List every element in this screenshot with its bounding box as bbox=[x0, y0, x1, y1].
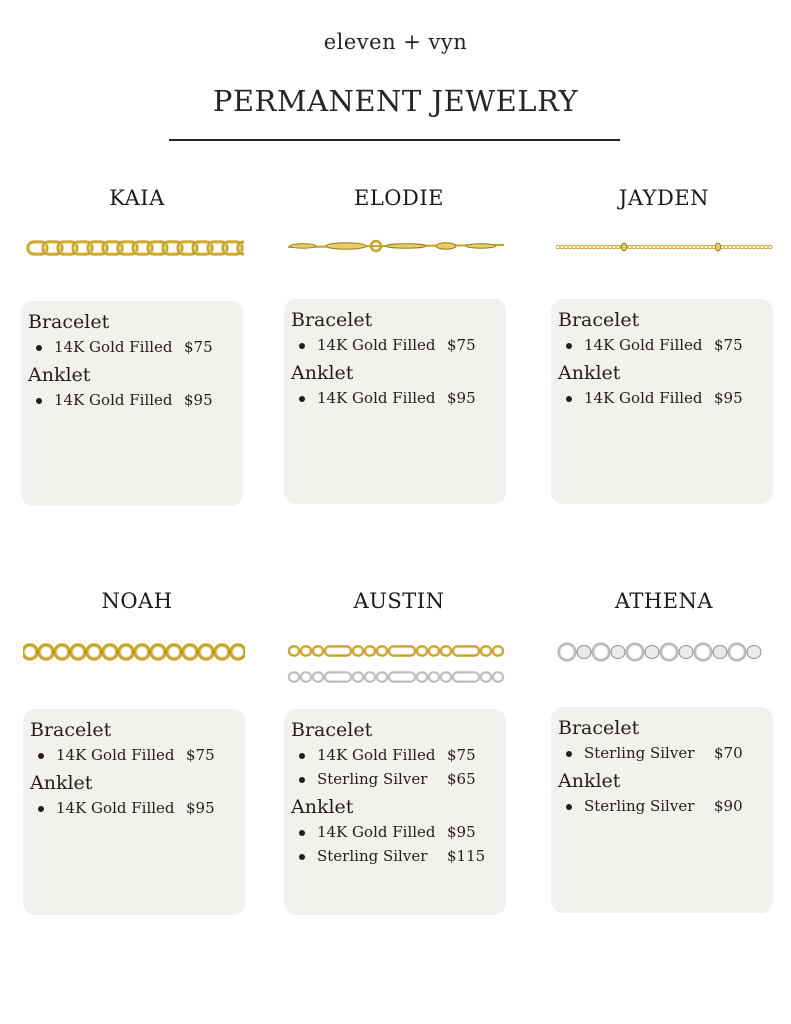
bullet-icon bbox=[38, 753, 44, 759]
chain-name-austin: AUSTIN bbox=[353, 589, 445, 613]
price-value: $95 bbox=[186, 799, 215, 817]
price-value: $75 bbox=[184, 338, 213, 356]
price-line bbox=[21, 338, 243, 360]
bullet-icon bbox=[566, 751, 572, 757]
metal-label: 14K Gold Filled bbox=[317, 823, 436, 841]
bullet-icon bbox=[566, 804, 572, 810]
anklet-heading: Anklet bbox=[28, 364, 91, 386]
bullet-icon bbox=[36, 345, 42, 351]
price-line bbox=[551, 797, 773, 819]
price-value: $95 bbox=[447, 389, 476, 407]
price-value: $70 bbox=[714, 744, 743, 762]
bracelet-heading: Bracelet bbox=[558, 717, 640, 739]
bracelet-heading: Bracelet bbox=[291, 309, 373, 331]
brand-name: eleven + vyn bbox=[323, 30, 468, 54]
metal-label: Sterling Silver bbox=[584, 744, 695, 762]
anklet-heading: Anklet bbox=[291, 362, 354, 384]
noah-chain-image bbox=[23, 640, 245, 664]
chain-name-jayden: JAYDEN bbox=[618, 186, 710, 210]
price-value: $75 bbox=[186, 746, 215, 764]
price-line bbox=[284, 823, 506, 845]
title-divider bbox=[169, 139, 620, 141]
bullet-icon bbox=[299, 777, 305, 783]
price-line bbox=[284, 746, 506, 768]
chain-name-kaia: KAIA bbox=[109, 186, 165, 210]
pricing-card-noah bbox=[23, 709, 245, 915]
price-line bbox=[23, 746, 245, 768]
metal-label: 14K Gold Filled bbox=[317, 746, 436, 764]
price-value: $95 bbox=[447, 823, 476, 841]
chain-name-noah: NOAH bbox=[101, 589, 173, 613]
pricing-card-athena bbox=[551, 707, 773, 913]
price-value: $75 bbox=[447, 336, 476, 354]
bullet-icon bbox=[299, 830, 305, 836]
pricing-card-austin bbox=[284, 709, 506, 915]
metal-label: 14K Gold Filled bbox=[317, 389, 436, 407]
pricing-card-kaia bbox=[21, 301, 243, 506]
bullet-icon bbox=[299, 854, 305, 860]
kaia-chain-image bbox=[24, 234, 244, 262]
price-line bbox=[551, 744, 773, 766]
athena-chain-image bbox=[557, 638, 773, 666]
bullet-icon bbox=[299, 753, 305, 759]
price-value: $75 bbox=[447, 746, 476, 764]
bullet-icon bbox=[38, 806, 44, 812]
bullet-icon bbox=[299, 396, 305, 402]
pricing-card-jayden bbox=[551, 299, 773, 504]
bracelet-heading: Bracelet bbox=[291, 719, 373, 741]
bracelet-heading: Bracelet bbox=[558, 309, 640, 331]
price-line bbox=[284, 847, 506, 869]
price-value: $115 bbox=[447, 847, 486, 865]
bullet-icon bbox=[566, 396, 572, 402]
price-line bbox=[284, 336, 506, 358]
metal-label: 14K Gold Filled bbox=[584, 389, 703, 407]
chain-name-elodie: ELODIE bbox=[354, 186, 444, 210]
jayden-chain-image bbox=[556, 238, 774, 254]
price-line bbox=[551, 389, 773, 411]
bracelet-heading: Bracelet bbox=[30, 719, 112, 741]
price-line bbox=[23, 799, 245, 821]
price-value: $75 bbox=[714, 336, 743, 354]
page-title: PERMANENT JEWELRY bbox=[212, 84, 579, 118]
elodie-chain-image bbox=[286, 234, 506, 258]
metal-label: 14K Gold Filled bbox=[56, 799, 175, 817]
anklet-heading: Anklet bbox=[558, 362, 621, 384]
price-value: $90 bbox=[714, 797, 743, 815]
pricing-card-elodie bbox=[284, 299, 506, 504]
austin-chain-image bbox=[285, 640, 505, 690]
price-value: $95 bbox=[714, 389, 743, 407]
bullet-icon bbox=[36, 398, 42, 404]
metal-label: Sterling Silver bbox=[317, 847, 428, 865]
price-line bbox=[284, 389, 506, 411]
anklet-heading: Anklet bbox=[30, 772, 93, 794]
metal-label: 14K Gold Filled bbox=[54, 391, 173, 409]
anklet-heading: Anklet bbox=[558, 770, 621, 792]
metal-label: 14K Gold Filled bbox=[56, 746, 175, 764]
bullet-icon bbox=[566, 343, 572, 349]
price-value: $95 bbox=[184, 391, 213, 409]
bracelet-heading: Bracelet bbox=[28, 311, 110, 333]
metal-label: Sterling Silver bbox=[584, 797, 695, 815]
price-line bbox=[284, 770, 506, 792]
price-value: $65 bbox=[447, 770, 476, 788]
bullet-icon bbox=[299, 343, 305, 349]
metal-label: 14K Gold Filled bbox=[54, 338, 173, 356]
price-line bbox=[551, 336, 773, 358]
metal-label: Sterling Silver bbox=[317, 770, 428, 788]
metal-label: 14K Gold Filled bbox=[317, 336, 436, 354]
anklet-heading: Anklet bbox=[291, 796, 354, 818]
metal-label: 14K Gold Filled bbox=[584, 336, 703, 354]
price-line bbox=[21, 391, 243, 413]
chain-name-athena: ATHENA bbox=[614, 589, 714, 613]
